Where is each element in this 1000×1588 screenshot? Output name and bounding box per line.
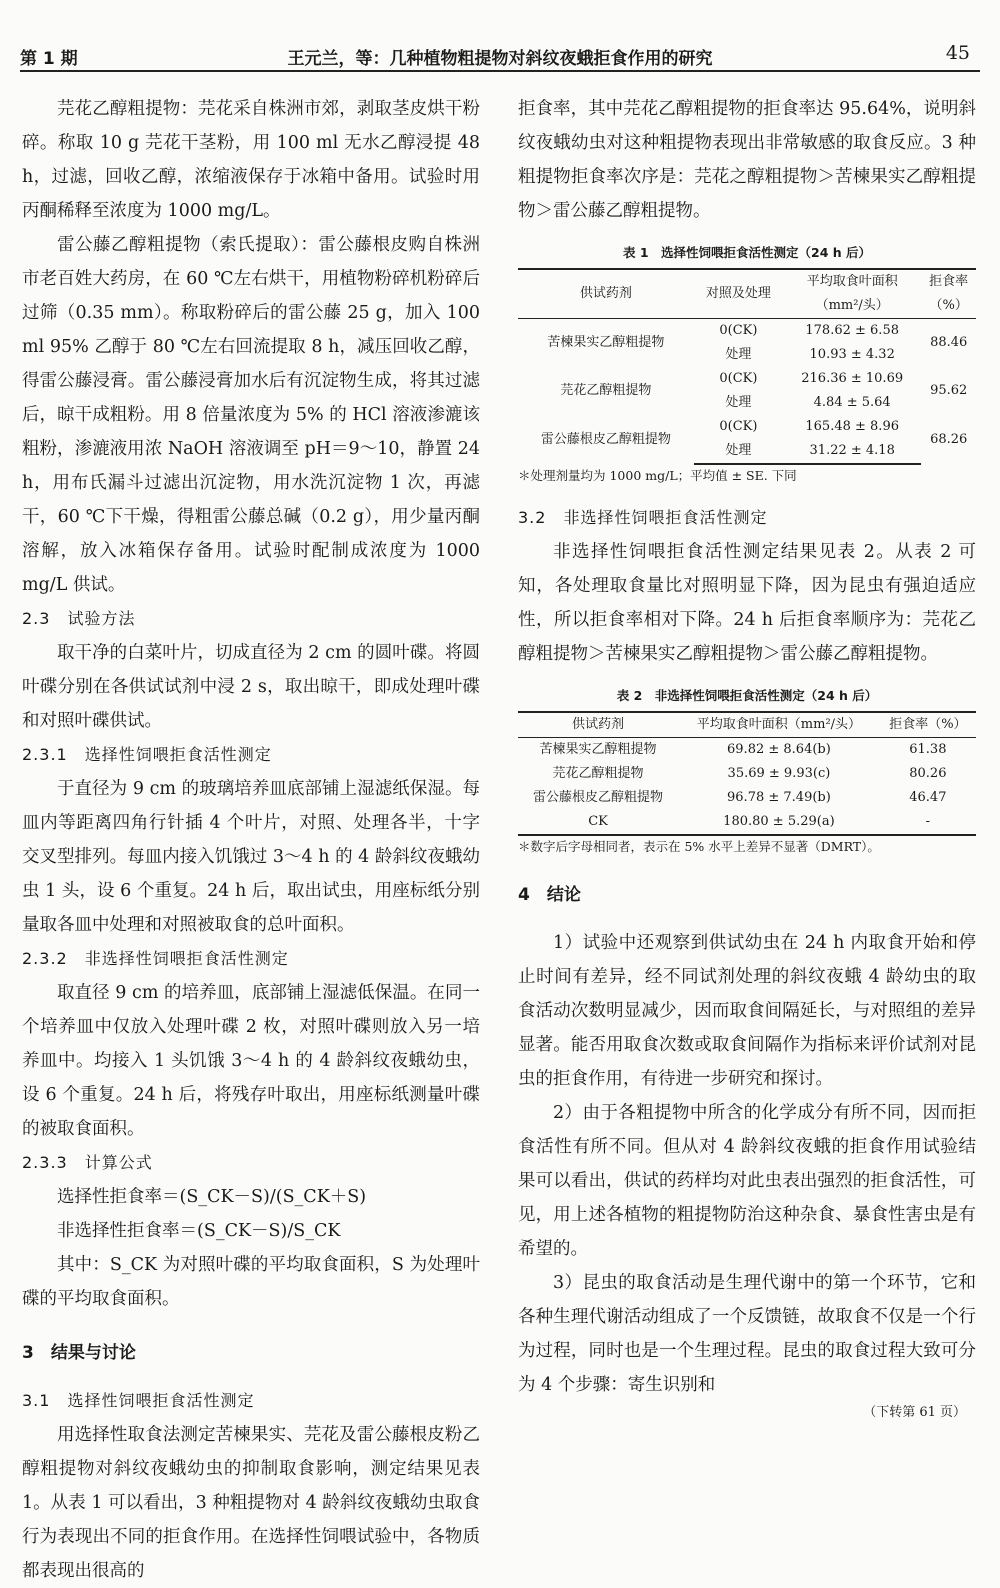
table-header-cell: 供试药剂	[518, 712, 678, 738]
table-cell: 处理	[725, 347, 752, 362]
table-cell: 4.84 ± 5.64	[813, 395, 891, 410]
table-header-cell: 对照及处理	[694, 269, 783, 319]
table-cell: 芫花乙醇粗提物	[560, 383, 652, 398]
table-header-cell: 拒食率	[921, 269, 976, 294]
section-heading: 3.1 选择性饲喂拒食活性测定	[22, 1391, 255, 1410]
formula-nonselective: 非选择性拒食率＝(S_CK－S)/S_CK	[57, 1221, 341, 1241]
table-row	[518, 810, 976, 835]
table-header-cell: 平均取食叶面积（mm²/头）	[678, 712, 880, 738]
table-cell: 雷公藤根皮乙醇粗提物	[533, 790, 664, 805]
section-heading: 2.3 试验方法	[22, 609, 136, 628]
table-cell: 苦楝果实乙醇粗提物	[539, 742, 657, 757]
running-title: 王元兰，等：几种植物粗提物对斜纹夜蛾拒食作用的研究	[287, 49, 713, 69]
section-heading: 2.3.1 选择性饲喂拒食活性测定	[22, 745, 272, 764]
table-header-cell: （mm²/头）	[783, 294, 921, 319]
running-header	[20, 40, 980, 72]
table-cell: 61.38	[909, 742, 947, 757]
table-cell: 0(CK)	[719, 419, 758, 434]
table-cell: 69.82 ± 8.64(b)	[727, 742, 831, 757]
paragraph: 1）试验中还观察到供试幼虫在 24 h 内取食开始和停止时间有差异，经不同试剂处理的斜纹夜蛾 4 龄幼虫的取食活动次数明显减少，因而取食间隔延长，与对照组的差异显著。能否用取食次数或取食间隔作为指标来评价试剂对昆虫的拒食作用，有待进一步研究和探讨。	[518, 933, 976, 1089]
continued-note: （下转第 61 页）	[863, 1405, 966, 1420]
table-row	[518, 762, 976, 786]
table-cell: 178.62 ± 6.58	[805, 323, 899, 338]
table-cell: CK	[518, 810, 678, 835]
paragraph: 取干净的白菜叶片，切成直径为 2 cm 的圆叶碟。将圆叶碟分别在各供试试剂中浸 2 s，取出晾干，即成处理叶碟和对照叶碟供试。	[22, 643, 480, 731]
table-cell: 处理	[694, 439, 783, 464]
table-cell: 处理	[725, 395, 752, 410]
paragraph: 芫花乙醇粗提物：芫花采自株洲市郊，剥取茎皮烘干粉碎。称取 10 g 芫花干茎粉，用 100 ml 无水乙醇浸提 48 h，过滤，回收乙醇，浓缩液保存于冰箱中备用。试验时用丙酮稀释至浓度为 1000 mg/L。	[22, 99, 480, 221]
table-cell: 0(CK)	[719, 371, 758, 386]
section-heading: 2.3.2 非选择性饲喂拒食活性测定	[22, 949, 289, 968]
table-2	[518, 711, 976, 836]
section-heading: 2.3.3 计算公式	[22, 1153, 153, 1172]
table-1	[518, 268, 976, 465]
table-cell: 46.47	[909, 790, 947, 805]
table-header-cell: （%）	[921, 294, 976, 319]
table-cell: 68.26	[930, 431, 968, 447]
table-cell: 96.78 ± 7.49(b)	[727, 790, 831, 805]
table-cell: -	[880, 810, 976, 835]
table-cell: 165.48 ± 8.96	[805, 419, 899, 434]
paragraph: 3）昆虫的取食活动是生理代谢中的第一个环节，它和各种生理代谢活动组成了一个反馈链，故取食不仅是一个行为过程，同时也是一个生理过程。昆虫的取食过程大致可分为 4 个步骤：寄生识别和	[518, 1273, 976, 1395]
paragraph: 雷公藤乙醇粗提物（索氏提取）：雷公藤根皮购自株洲市老百姓大药房，在 60 ℃左右烘干，用植物粉碎机粉碎后过筛（0.35 mm）。称取粉碎后的雷公藤 25 g，加入 100 ml 95% 乙醇于 80 ℃左右回流提取 8 h，减压回收乙醇，得雷公藤浸膏。雷公藤浸膏加水后有沉淀物生成，将其过滤后，晾干成粗粉。用 8 倍量浓度为 5% 的 HCl 溶液渗漉该粗粉，渗漉液用浓 NaOH 溶液调至 pH＝9～10，静置 24 h，用布氏漏斗过滤出沉淀物，用水洗沉淀物 1 次，再滤干，60 ℃下干燥，得粗雷公藤总碱（0.2 g），用少量丙酮溶解，放入冰箱保存备用。试验时配制成浓度为 1000 mg/L 供试。	[22, 235, 480, 595]
table-row	[518, 319, 976, 344]
section-heading: 4 结论	[518, 885, 581, 905]
section-heading: 3 结果与讨论	[22, 1343, 136, 1363]
table-row	[518, 367, 976, 391]
right-column	[518, 92, 976, 1424]
table-cell: 95.62	[930, 383, 968, 398]
table-cell: 苦楝果实乙醇粗提物	[547, 335, 665, 350]
table-cell: 216.36 ± 10.69	[801, 371, 904, 386]
table-row	[518, 415, 976, 439]
table-cell: 31.22 ± 4.18	[783, 439, 921, 464]
left-column	[22, 92, 480, 1588]
table-1-note: ＊处理剂量均为 1000 mg/L；平均值 ± SE. 下同	[518, 468, 797, 483]
table-header-cell: 拒食率（%）	[880, 712, 976, 738]
table-header-cell: 供试药剂	[518, 269, 694, 319]
table-cell: 10.93 ± 4.32	[809, 347, 895, 362]
table-cell: 88.46	[930, 335, 968, 350]
table-1-caption: 表 1 选择性饲喂拒食活性测定（24 h 后）	[622, 245, 872, 260]
paragraph: 拒食率，其中芫花乙醇粗提物的拒食率达 95.64%，说明斜纹夜蛾幼虫对这种粗提物表现出非常敏感的取食反应。3 种粗提物拒食率次序是：芫花之醇粗提物＞苦楝果实乙醇粗提物＞雷公藤乙醇粗提物。	[518, 99, 976, 221]
paragraph: 其中：S_CK 为对照叶碟的平均取食面积，S 为处理叶碟的平均取食面积。	[22, 1255, 480, 1309]
formula-selective: 选择性拒食率＝(S_CK－S)/(S_CK＋S)	[57, 1187, 367, 1207]
table-2-caption: 表 2 非选择性饲喂拒食活性测定（24 h 后）	[616, 688, 878, 703]
table-cell: 35.69 ± 9.93(c)	[727, 766, 831, 781]
table-header-cell: 平均取食叶面积	[783, 269, 921, 294]
table-cell: 180.80 ± 5.29(a)	[678, 810, 880, 835]
paragraph: 2）由于各粗提物中所含的化学成分有所不同，因而拒食活性有所不同。但从对 4 龄斜纹夜蛾的拒食作用试验结果可以看出，供试的药样均对此虫表出强烈的拒食活性，可见，用上述各植物的粗提物防治这种杂食、暴食性害虫是有希望的。	[518, 1103, 976, 1259]
table-row	[518, 738, 976, 763]
table-cell: 芫花乙醇粗提物	[552, 766, 644, 781]
paragraph: 于直径为 9 cm 的玻璃培养皿底部铺上湿滤纸保湿。每皿内等距离四角行针插 4 个叶片，对照、处理各半，十字交叉型排列。每皿内接入饥饿过 3～4 h 的 4 龄斜纹夜蛾幼虫 1 头，设 6 个重复。24 h 后，取出试虫，用座标纸分别量取各皿中处理和对照被取食的总叶面积。	[22, 779, 480, 935]
table-cell: 0(CK)	[719, 323, 758, 338]
paragraph: 用选择性取食法测定苦楝果实、芫花及雷公藤根皮粉乙醇粗提物对斜纹夜蛾幼虫的抑制取食影响，测定结果见表 1。从表 1 可以看出，3 种粗提物对 4 龄斜纹夜蛾幼虫取食行为表现出不同的拒食作用。在选择性饲喂试验中，各物质都表现出很高的	[22, 1425, 480, 1581]
table-row	[518, 786, 976, 810]
table-2-note: ＊数字后字母相同者，表示在 5% 水平上差异不显著（DMRT）。	[518, 839, 880, 854]
section-heading: 3.2 非选择性饲喂拒食活性测定	[518, 508, 768, 527]
page-number: 45	[945, 42, 970, 64]
paragraph: 非选择性饲喂拒食活性测定结果见表 2。从表 2 可知，各处理取食量比对照明显下降，因为昆虫有强迫适应性，所以拒食率相对下降。24 h 后拒食率顺序为：芫花乙醇粗提物＞苦楝果实乙醇粗提物＞雷公藤乙醇粗提物。	[518, 542, 976, 664]
issue-number: 第 1 期	[20, 49, 78, 69]
paragraph: 取直径 9 cm 的培养皿，底部铺上湿滤低保温。在同一个培养皿中仅放入处理叶碟 2 枚，对照叶碟则放入另一培养皿中。均接入 1 头饥饿 3～4 h 的 4 龄斜纹夜蛾幼虫，设 6 个重复。24 h 后，将残存叶取出，用座标纸测量叶碟的被取食面积。	[22, 983, 480, 1139]
table-cell: 雷公藤根皮乙醇粗提物	[540, 431, 671, 447]
table-cell: 80.26	[909, 766, 947, 781]
